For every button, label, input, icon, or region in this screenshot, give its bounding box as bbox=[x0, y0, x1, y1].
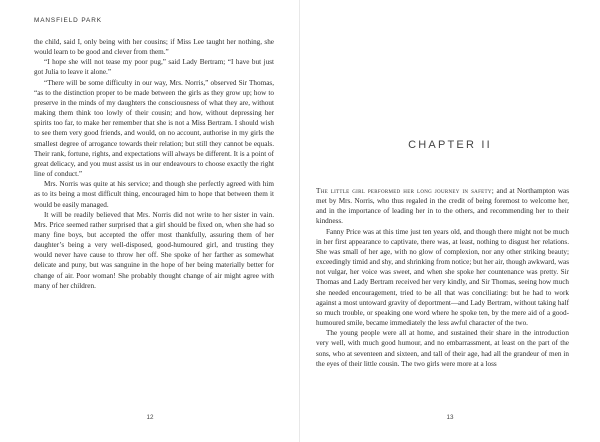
page-number: 13 bbox=[446, 414, 454, 421]
chapter-title: CHAPTER II bbox=[408, 139, 492, 151]
right-page-text bbox=[316, 186, 569, 369]
paragraph: the child, said I, only being with her cousins; if Miss Lee taught her nothing, she would learn to be good and clever from them.” bbox=[34, 38, 274, 57]
paragraph: The young people were all at home, and sustained their share in the introduction very well, with much good humour, and no embarrassment, at least on the part of the sons, who at seventeen and sixteen, and tall of their age, had all the grandeur of men in the eyes of their little cousin. The two girls were more at a loss bbox=[316, 329, 569, 368]
right-page bbox=[300, 0, 600, 442]
paragraph-text: and at Northampton was met by Mrs. Norris, who thus regaled in the credit of being foremost to welcome her, and in the importance of leading her in to the others, and recommending her to their kindness. bbox=[316, 187, 569, 226]
paragraph: “I hope she will not tease my poor pug,” said Lady Bertram; “I have but just got Julia to leave it alone.” bbox=[34, 58, 274, 77]
paragraph: “There will be some difficulty in our way, Mrs. Norris,” observed Sir Thomas, “as to the distinction proper to be made between the girls as they grow up; how to preserve in the minds of my daughters the consciousness of what they are, without making them think too lowly of their cousin; and how, without depressing her spirits too far, to make her remember that she is not a Miss Bertram. I should wish to see them very good friends, and would, on no account, authorise in my girls the smallest degree of arrogance towards their relation; but still they cannot be equals. Their rank, fortune, rights, and expectations will always be different. It is a point of great delicacy, and you must assist us in our endeavours to choose exactly the right line of conduct.” bbox=[34, 78, 274, 179]
paragraph bbox=[316, 186, 569, 227]
left-page-text bbox=[34, 37, 274, 291]
paragraph: Mrs. Norris was quite at his service; and though she perfectly agreed with him as to its being a most difficult thing, encouraged him to hope that between them it would be easily managed. bbox=[34, 180, 274, 209]
paragraph: It will be readily believed that Mrs. Norris did not write to her sister in vain. Mrs. Price seemed rather surprised that a girl should be fixed on, when she had so many fine boys, but accepted the offer most thankfully, assuring them of her daughter’s being a very well-disposed, good-humoured girl, and trusting they would never have cause to throw her off. She spoke of her farther as somewhat delicate and puny, but was sanguine in the hope of her being materially better for change of air. Poor woman! She probably thought change of air might agree with many of her children. bbox=[34, 210, 274, 290]
paragraph: Fanny Price was at this time just ten years old, and though there might not be much in her first appearance to captivate, there was, at least, nothing to disgust her relations. She was small of her age, with no glow of complexion, nor any other striking beauty; exceedingly timid and shy, and shrinking from notice; but her air, though awkward, was not vulgar, her voice was sweet, and when she spoke her countenance was pretty. Sir Thomas and Lady Bertram received her very kindly, and Sir Thomas, seeing how much she needed encouragement, tried to be all that was conciliating: but he had to work against a most untoward gravity of deportment—and Lady Bertram, without taking half so much trouble, or speaking one word where he spoke ten, by the mere aid of a good-humoured smile, became immediately the less awful character of the two. bbox=[316, 227, 569, 328]
opening-smallcaps: The little girl performed her long journey in safety; bbox=[316, 187, 495, 195]
page-number: 12 bbox=[146, 414, 154, 421]
running-head: MANSFIELD PARK bbox=[34, 17, 102, 24]
